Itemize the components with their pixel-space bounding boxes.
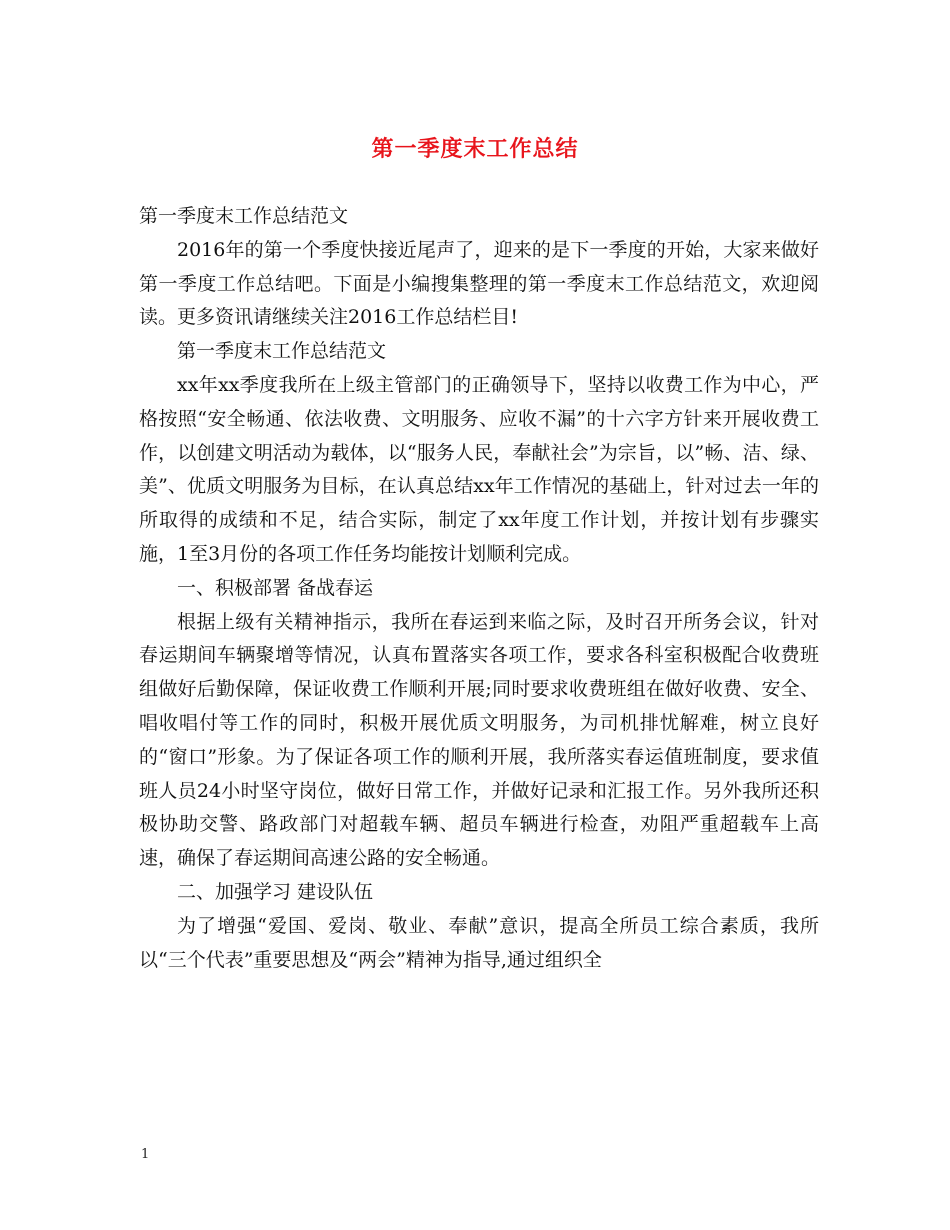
page-number: 1 (141, 1147, 150, 1162)
document-body (139, 200, 819, 977)
study-paragraph: 为了增强“爱国、爱岗、敬业、奉献”意识，提高全所员工综合素质，我所以“三个代表”重要思想及“两会”精神为指导,通过组织全 (139, 914, 819, 971)
overview-paragraph: xx年xx季度我所在上级主管部门的正确领导下，坚持以收费工作为中心，严格按照“安全畅通、依法收费、文明服务、应收不漏”的十六字方针来开展收费工作，以创建文明活动为载体，以“服务人民，奉献社会”为宗旨，以”畅、洁、绿、美”、优质文明服务为目标，在认真总结xx年工作情况的基础上，针对过去一年的所取得的成绩和不足，结合实际，制定了xx年度工作计划，并按计划有步骤实施，1至3月份的各项工作任务均能按计划顺利完成。 (139, 373, 819, 565)
section-heading-paragraph: 第一季度末工作总结范文 (177, 340, 387, 363)
spring-transport-paragraph: 根据上级有关精神指示，我所在春运到来临之际，及时召开所务会议，针对春运期间车辆聚增等情况，认真布置落实各项工作，要求各科室积极配合收费班组做好后勤保障，保证收费工作顺利开展;同时要求收费班组在做好收费、安全、唱收唱付等工作的同时，积极开展优质文明服务，为司机排忧解难，树立良好的“窗口”形象。为了保证各项工作的顺利开展，我所落实春运值班制度，要求值班人员24小时坚守岗位，做好日常工作，并做好记录和汇报工作。另外我所还积极协助交警、路政部门对超载车辆、超员车辆进行检查，劝阻严重超载车上高速，确保了春运期间高速公路的安全畅通。 (139, 610, 819, 870)
heading-one-paragraph: 一、积极部署 备战春运 (177, 576, 374, 599)
page-title: 第一季度末工作总结 (371, 137, 579, 162)
heading-two-paragraph: 二、加强学习 建设队伍 (177, 880, 374, 903)
subtitle-paragraph: 第一季度末工作总结范文 (139, 205, 349, 227)
intro-paragraph: 2016年的第一个季度快接近尾声了，迎来的是下一季度的开始，大家来做好第一季度工作总结吧。下面是小编搜集整理的第一季度末工作总结范文，欢迎阅读。更多资讯请继续关注2016工作总结栏目! (139, 238, 819, 329)
